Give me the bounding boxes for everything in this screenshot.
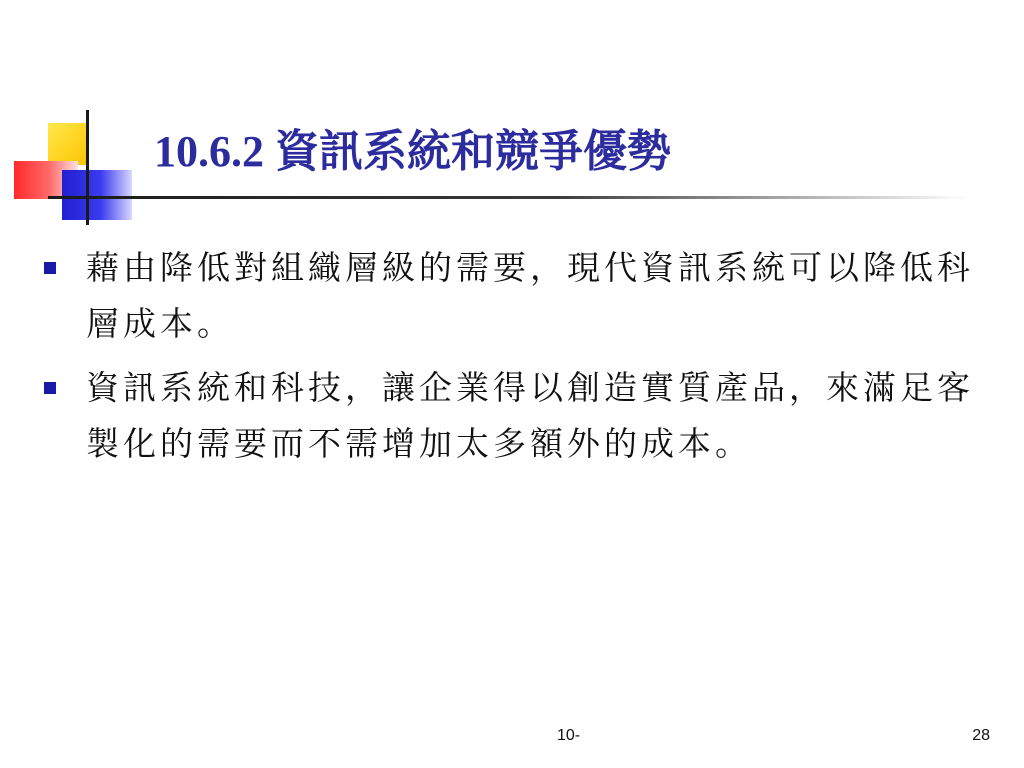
slide-title: 10.6.2 資訊系統和競爭優勢 <box>154 127 671 176</box>
vertical-rule <box>86 110 89 225</box>
square-bullet-icon <box>44 262 56 274</box>
bullet-text: 資訊系統和科技，讓企業得以創造實質產品，來滿足客製化的需要而不需增加太多額外的成本。 <box>86 368 974 463</box>
list-item <box>44 360 1004 472</box>
square-bullet-icon <box>44 382 56 394</box>
yellow-square-icon <box>48 123 88 165</box>
blue-square-icon <box>62 170 132 220</box>
list-item <box>44 240 1004 352</box>
footer-page-number: 28 <box>972 727 990 744</box>
bullet-text: 藉由降低對組織層級的需要，現代資訊系統可以降低科層成本。 <box>86 248 974 343</box>
colored-squares-logo <box>0 0 160 240</box>
bullet-list <box>44 240 1004 480</box>
footer-chapter: 10- <box>557 727 581 744</box>
title-underline <box>48 196 968 199</box>
